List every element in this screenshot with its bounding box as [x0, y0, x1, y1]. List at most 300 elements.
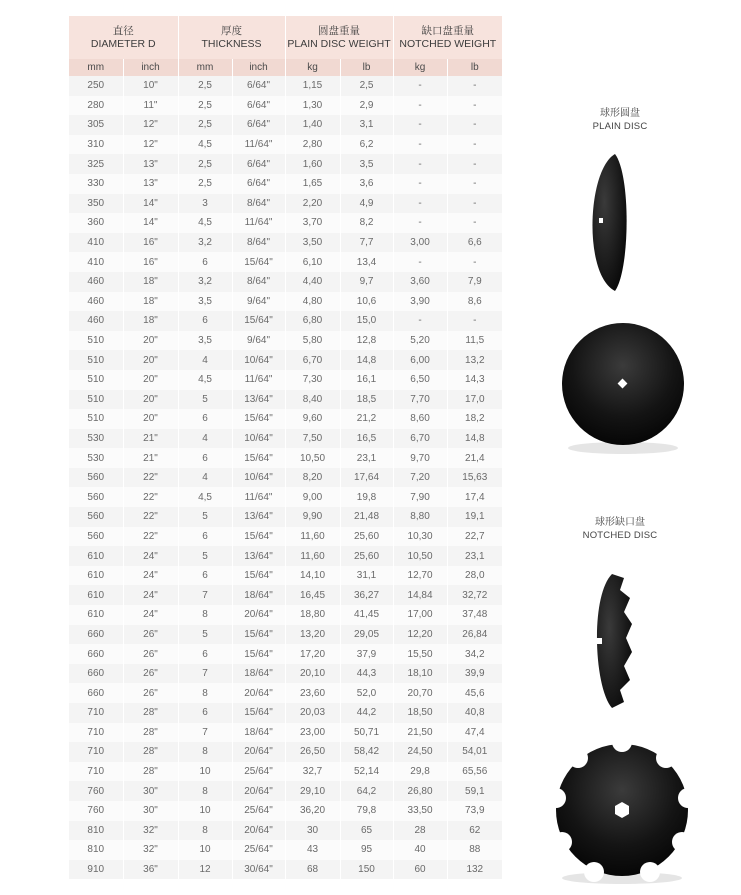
table-cell: 15/64": [232, 252, 285, 272]
table-cell: 73,9: [447, 801, 502, 821]
table-cell: 45,6: [447, 683, 502, 703]
header-thickness-cn: 厚度: [221, 24, 243, 37]
table-cell: 610: [69, 566, 123, 586]
table-cell: 15/64": [232, 311, 285, 331]
table-cell: -: [447, 252, 502, 272]
table-cell: 8: [178, 605, 232, 625]
table-cell: 28": [123, 723, 178, 743]
header-notched-weight-cn: 缺口盘重量: [421, 24, 475, 37]
table-cell: 810: [69, 840, 123, 860]
table-cell: 50,71: [340, 723, 393, 743]
table-cell: 5,80: [285, 331, 340, 351]
table-row: [69, 605, 502, 625]
table-cell: 79,8: [340, 801, 393, 821]
table-cell: 10,6: [340, 292, 393, 312]
table-cell: 7: [178, 723, 232, 743]
table-cell: 510: [69, 370, 123, 390]
table-cell: 8/64": [232, 272, 285, 292]
table-cell: 20/64": [232, 683, 285, 703]
table-cell: 6/64": [232, 96, 285, 116]
table-cell: 710: [69, 762, 123, 782]
table-row: [69, 96, 502, 116]
table-cell: 910: [69, 860, 123, 880]
header-thickness-en: THICKNESS: [201, 37, 262, 50]
table-cell: 20": [123, 331, 178, 351]
table-cell: 4,5: [178, 487, 232, 507]
table-cell: 30/64": [232, 860, 285, 880]
table-cell: 10": [123, 76, 178, 96]
table-cell: 10: [178, 840, 232, 860]
table-cell: 4: [178, 429, 232, 449]
table-cell: 59,1: [447, 781, 502, 801]
table-group-header: [69, 16, 502, 59]
table-cell: 1,65: [285, 174, 340, 194]
table-row: [69, 860, 502, 880]
table-cell: -: [393, 194, 447, 214]
table-cell: 810: [69, 821, 123, 841]
table-cell: 26": [123, 644, 178, 664]
table-cell: 40,8: [447, 703, 502, 723]
table-cell: 1,40: [285, 115, 340, 135]
table-cell: 15,0: [340, 311, 393, 331]
table-cell: 6,70: [285, 350, 340, 370]
table-cell: 26": [123, 625, 178, 645]
header-diameter: [69, 16, 178, 59]
table-cell: 6: [178, 311, 232, 331]
table-cell: 6: [178, 252, 232, 272]
table-cell: 510: [69, 350, 123, 370]
table-cell: 15/64": [232, 703, 285, 723]
table-cell: 3,5: [340, 154, 393, 174]
table-cell: 12,8: [340, 331, 393, 351]
unit-header-cell: inch: [123, 59, 178, 76]
table-cell: 11/64": [232, 487, 285, 507]
table-cell: 58,42: [340, 742, 393, 762]
table-cell: 23,00: [285, 723, 340, 743]
table-row: [69, 546, 502, 566]
table-cell: 14": [123, 194, 178, 214]
table-cell: 6/64": [232, 76, 285, 96]
table-cell: 7: [178, 585, 232, 605]
table-cell: 19,8: [340, 487, 393, 507]
table-cell: 8,40: [285, 390, 340, 410]
table-cell: -: [447, 194, 502, 214]
table-cell: 13,4: [340, 252, 393, 272]
table-cell: 2,5: [178, 96, 232, 116]
table-cell: 10: [178, 762, 232, 782]
table-cell: 7,9: [447, 272, 502, 292]
table-cell: 17,00: [393, 605, 447, 625]
table-cell: 3: [178, 194, 232, 214]
table-cell: 2,20: [285, 194, 340, 214]
table-cell: 22": [123, 487, 178, 507]
table-cell: 11": [123, 96, 178, 116]
table-cell: 7,90: [393, 487, 447, 507]
table-cell: 24": [123, 605, 178, 625]
table-cell: 24": [123, 546, 178, 566]
table-cell: 18,5: [340, 390, 393, 410]
table-cell: 28,0: [447, 566, 502, 586]
table-cell: 660: [69, 683, 123, 703]
table-cell: 9,7: [340, 272, 393, 292]
table-cell: 8/64": [232, 233, 285, 253]
table-cell: 17,64: [340, 468, 393, 488]
table-cell: 305: [69, 115, 123, 135]
table-cell: 7,7: [340, 233, 393, 253]
table-cell: 8: [178, 781, 232, 801]
table-cell: 15/64": [232, 409, 285, 429]
table-row: [69, 468, 502, 488]
table-cell: 350: [69, 194, 123, 214]
table-cell: -: [393, 174, 447, 194]
table-cell: 20/64": [232, 605, 285, 625]
table-cell: 13/64": [232, 507, 285, 527]
table-cell: 132: [447, 860, 502, 880]
table-cell: 25/64": [232, 762, 285, 782]
table-cell: 15/64": [232, 644, 285, 664]
table-cell: 250: [69, 76, 123, 96]
table-cell: 6: [178, 703, 232, 723]
table-cell: -: [393, 252, 447, 272]
table-cell: 21,2: [340, 409, 393, 429]
table-cell: 1,60: [285, 154, 340, 174]
header-thickness: [178, 16, 285, 59]
table-cell: 12: [178, 860, 232, 880]
table-cell: 52,0: [340, 683, 393, 703]
table-cell: -: [393, 76, 447, 96]
table-cell: 41,45: [340, 605, 393, 625]
table-cell: 20,03: [285, 703, 340, 723]
table-cell: 2,5: [178, 154, 232, 174]
table-cell: 3,1: [340, 115, 393, 135]
table-cell: 18,10: [393, 664, 447, 684]
header-plain-weight: [285, 16, 393, 59]
table-cell: 17,20: [285, 644, 340, 664]
table-cell: 15/64": [232, 448, 285, 468]
table-cell: 29,10: [285, 781, 340, 801]
table-cell: 10: [178, 801, 232, 821]
table-cell: 10/64": [232, 429, 285, 449]
table-cell: 150: [340, 860, 393, 880]
table-cell: 530: [69, 448, 123, 468]
table-cell: 13": [123, 154, 178, 174]
table-cell: 28: [393, 821, 447, 841]
table-cell: 3,2: [178, 272, 232, 292]
table-cell: 11/64": [232, 213, 285, 233]
notched-disc-side-image: [580, 568, 650, 713]
table-cell: 15/64": [232, 625, 285, 645]
table-cell: 16": [123, 252, 178, 272]
table-cell: 4,9: [340, 194, 393, 214]
table-cell: 10/64": [232, 468, 285, 488]
table-cell: 17,0: [447, 390, 502, 410]
table-cell: 6/64": [232, 174, 285, 194]
table-cell: 36,20: [285, 801, 340, 821]
table-cell: 34,2: [447, 644, 502, 664]
table-cell: 3,90: [393, 292, 447, 312]
table-cell: 43: [285, 840, 340, 860]
table-cell: 8/64": [232, 194, 285, 214]
table-cell: 6: [178, 409, 232, 429]
table-cell: 28": [123, 703, 178, 723]
table-cell: 26": [123, 683, 178, 703]
table-cell: 6,80: [285, 311, 340, 331]
table-cell: 12": [123, 135, 178, 155]
table-cell: 11,60: [285, 527, 340, 547]
table-cell: 20,10: [285, 664, 340, 684]
disc-spec-table-container: [69, 16, 502, 879]
table-row: [69, 292, 502, 312]
table-cell: 8: [178, 821, 232, 841]
table-cell: 3,5: [178, 292, 232, 312]
table-cell: 20,70: [393, 683, 447, 703]
table-cell: 18,80: [285, 605, 340, 625]
table-cell: -: [393, 154, 447, 174]
table-cell: 4,80: [285, 292, 340, 312]
plain-disc-side-image: [575, 150, 655, 295]
table-row: [69, 664, 502, 684]
table-cell: 20/64": [232, 821, 285, 841]
table-cell: 15,50: [393, 644, 447, 664]
table-cell: 32": [123, 840, 178, 860]
table-cell: 25/64": [232, 840, 285, 860]
table-cell: 12,70: [393, 566, 447, 586]
table-cell: 30": [123, 781, 178, 801]
table-cell: 4: [178, 468, 232, 488]
table-row: [69, 115, 502, 135]
table-row: [69, 742, 502, 762]
plain-disc-caption: [560, 107, 680, 133]
table-cell: 280: [69, 96, 123, 116]
table-cell: 32,7: [285, 762, 340, 782]
table-cell: 17,4: [447, 487, 502, 507]
disc-spec-table: [69, 16, 502, 879]
table-cell: 760: [69, 781, 123, 801]
table-cell: 3,00: [393, 233, 447, 253]
table-cell: 13": [123, 174, 178, 194]
table-cell: 65,56: [447, 762, 502, 782]
table-row: [69, 409, 502, 429]
table-cell: 3,6: [340, 174, 393, 194]
table-cell: 560: [69, 468, 123, 488]
table-cell: 610: [69, 546, 123, 566]
table-cell: 760: [69, 801, 123, 821]
table-row: [69, 350, 502, 370]
table-cell: -: [447, 76, 502, 96]
table-row: [69, 154, 502, 174]
table-cell: 18/64": [232, 723, 285, 743]
table-cell: 2,9: [340, 96, 393, 116]
header-plain-weight-cn: 圆盘重量: [318, 24, 361, 37]
table-cell: 18": [123, 292, 178, 312]
table-cell: 310: [69, 135, 123, 155]
table-cell: 21,48: [340, 507, 393, 527]
table-cell: 36": [123, 860, 178, 880]
table-cell: 560: [69, 487, 123, 507]
table-cell: 710: [69, 703, 123, 723]
table-cell: 11,5: [447, 331, 502, 351]
table-row: [69, 801, 502, 821]
table-cell: 3,70: [285, 213, 340, 233]
table-row: [69, 76, 502, 96]
table-row: [69, 174, 502, 194]
table-cell: 37,48: [447, 605, 502, 625]
table-cell: 4,5: [178, 135, 232, 155]
table-cell: 8,2: [340, 213, 393, 233]
table-cell: 560: [69, 507, 123, 527]
table-cell: 26,84: [447, 625, 502, 645]
table-cell: 18/64": [232, 664, 285, 684]
table-cell: 710: [69, 723, 123, 743]
table-cell: 25,60: [340, 546, 393, 566]
table-cell: 6,70: [393, 429, 447, 449]
table-cell: 14": [123, 213, 178, 233]
plain-disc-front-image: [556, 320, 690, 456]
table-cell: 6: [178, 644, 232, 664]
table-cell: 660: [69, 625, 123, 645]
table-cell: 26,80: [393, 781, 447, 801]
table-row: [69, 213, 502, 233]
table-cell: 65: [340, 821, 393, 841]
table-cell: 19,1: [447, 507, 502, 527]
table-cell: 24": [123, 566, 178, 586]
table-cell: 7,50: [285, 429, 340, 449]
notched-disc-caption: [560, 516, 680, 542]
table-row: [69, 487, 502, 507]
table-cell: -: [447, 154, 502, 174]
table-cell: 6,6: [447, 233, 502, 253]
table-cell: 9,70: [393, 448, 447, 468]
table-cell: 10/64": [232, 350, 285, 370]
table-row: [69, 252, 502, 272]
table-cell: 52,14: [340, 762, 393, 782]
table-cell: 7,70: [393, 390, 447, 410]
table-cell: 9/64": [232, 292, 285, 312]
table-cell: 29,05: [340, 625, 393, 645]
table-cell: 25,60: [340, 527, 393, 547]
table-cell: 22,7: [447, 527, 502, 547]
table-cell: 5,20: [393, 331, 447, 351]
table-cell: 22": [123, 468, 178, 488]
table-cell: -: [393, 311, 447, 331]
table-cell: 14,8: [340, 350, 393, 370]
header-notched-weight: [393, 16, 502, 59]
table-row: [69, 311, 502, 331]
table-row: [69, 683, 502, 703]
table-cell: 21,50: [393, 723, 447, 743]
unit-header-cell: kg: [393, 59, 447, 76]
table-cell: 28": [123, 762, 178, 782]
table-cell: 18,50: [393, 703, 447, 723]
table-cell: 325: [69, 154, 123, 174]
table-cell: -: [447, 135, 502, 155]
table-cell: -: [393, 96, 447, 116]
table-cell: 8: [178, 683, 232, 703]
table-cell: 64,2: [340, 781, 393, 801]
table-cell: 18": [123, 311, 178, 331]
table-row: [69, 233, 502, 253]
table-cell: 660: [69, 664, 123, 684]
table-cell: 23,1: [447, 546, 502, 566]
table-cell: 330: [69, 174, 123, 194]
table-cell: 1,15: [285, 76, 340, 96]
table-cell: 6: [178, 448, 232, 468]
table-cell: 32": [123, 821, 178, 841]
table-cell: 9/64": [232, 331, 285, 351]
table-cell: 14,3: [447, 370, 502, 390]
table-cell: 36,27: [340, 585, 393, 605]
table-cell: 6,2: [340, 135, 393, 155]
table-cell: 510: [69, 409, 123, 429]
table-row: [69, 723, 502, 743]
unit-header-cell: inch: [232, 59, 285, 76]
table-row: [69, 840, 502, 860]
table-cell: 5: [178, 546, 232, 566]
table-cell: 3,50: [285, 233, 340, 253]
table-cell: 6: [178, 566, 232, 586]
table-cell: 6: [178, 527, 232, 547]
table-cell: -: [393, 213, 447, 233]
table-cell: 13/64": [232, 390, 285, 410]
table-cell: 39,9: [447, 664, 502, 684]
table-cell: 8,20: [285, 468, 340, 488]
table-cell: 32,72: [447, 585, 502, 605]
table-row: [69, 272, 502, 292]
table-cell: 20": [123, 409, 178, 429]
table-cell: 21": [123, 448, 178, 468]
table-cell: 460: [69, 311, 123, 331]
table-cell: 47,4: [447, 723, 502, 743]
table-cell: 2,5: [178, 76, 232, 96]
table-cell: 510: [69, 331, 123, 351]
table-cell: 3,60: [393, 272, 447, 292]
table-row: [69, 429, 502, 449]
table-cell: 4: [178, 350, 232, 370]
table-cell: 21,4: [447, 448, 502, 468]
table-cell: 660: [69, 644, 123, 664]
table-cell: 68: [285, 860, 340, 880]
table-cell: 20/64": [232, 742, 285, 762]
table-cell: 6/64": [232, 154, 285, 174]
table-cell: 10,50: [285, 448, 340, 468]
table-cell: 560: [69, 527, 123, 547]
table-cell: 28": [123, 742, 178, 762]
table-cell: 13/64": [232, 546, 285, 566]
table-cell: 40: [393, 840, 447, 860]
table-cell: 6,00: [393, 350, 447, 370]
table-cell: 5: [178, 625, 232, 645]
table-cell: 4,40: [285, 272, 340, 292]
table-cell: 22": [123, 527, 178, 547]
table-cell: 23,1: [340, 448, 393, 468]
table-cell: 9,60: [285, 409, 340, 429]
table-cell: 20/64": [232, 781, 285, 801]
table-row: [69, 703, 502, 723]
table-cell: 15,63: [447, 468, 502, 488]
table-cell: 3,5: [178, 331, 232, 351]
table-cell: 1,30: [285, 96, 340, 116]
table-cell: 2,80: [285, 135, 340, 155]
table-cell: 8,6: [447, 292, 502, 312]
table-cell: 54,01: [447, 742, 502, 762]
table-cell: 4,5: [178, 213, 232, 233]
table-body: [69, 76, 502, 879]
table-row: [69, 644, 502, 664]
table-cell: 360: [69, 213, 123, 233]
table-cell: 8,80: [393, 507, 447, 527]
table-cell: 2,5: [340, 76, 393, 96]
table-cell: 18": [123, 272, 178, 292]
